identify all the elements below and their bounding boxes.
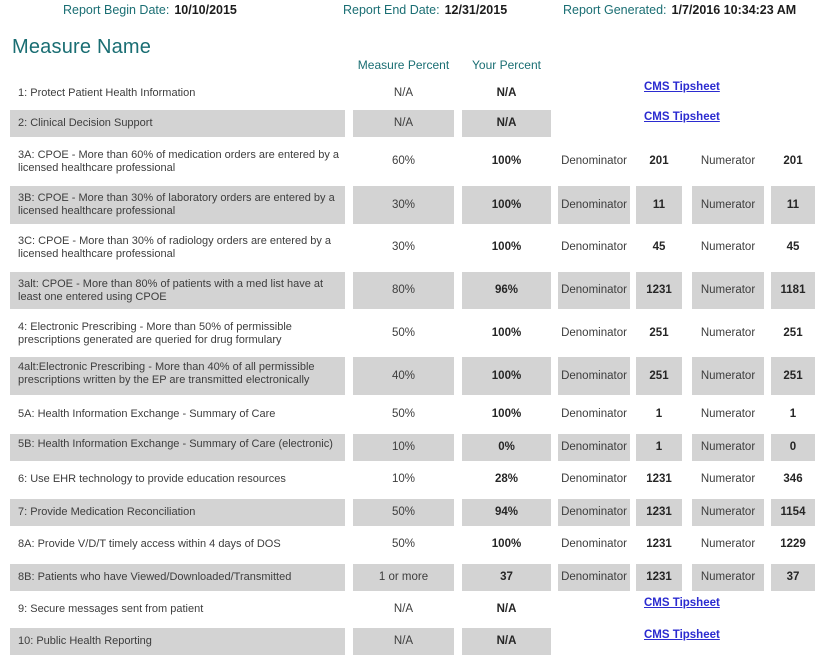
measure-name-cell: 3A: CPOE - More than 60% of medication orders are entered by a licensed healthcare professional [18,148,339,174]
numerator-label: Numerator [692,564,764,591]
denominator-label: Denominator [558,357,630,395]
numerator-label: Numerator [692,434,764,461]
denominator-label: Denominator [558,499,630,526]
denominator-value: 1231 [646,538,672,550]
measure-percent-cell: 50% [391,408,416,420]
table-row [10,499,815,526]
your-percent-cell: 100% [462,186,551,224]
measure-percent-cell: 60% [391,155,416,167]
numerator-value: 1154 [771,499,815,526]
measure-percent-cell: 1 or more [353,564,454,591]
measure-name-cell: 7: Provide Medication Reconciliation [10,499,345,526]
measure-name-cell: 2: Clinical Decision Support [10,110,345,137]
your-percent-cell: 100% [491,538,522,550]
denominator-label: Denominator [558,564,630,591]
numerator-label: Numerator [700,327,756,339]
numerator-label: Numerator [692,272,764,309]
numerator-value: 346 [783,473,803,485]
measure-percent-cell: N/A [353,628,454,655]
your-percent-cell: 94% [462,499,551,526]
your-percent-cell: 100% [462,357,551,395]
measure-percent-cell: 80% [353,272,454,309]
numerator-value: 1229 [780,538,806,550]
measure-percent-cell: 50% [391,538,416,550]
table-row [10,401,815,428]
table-row [10,466,815,493]
table-row [10,315,815,352]
column-header-your-percent: Your Percent [472,58,541,72]
denominator-label: Denominator [561,155,627,167]
report-end-date [343,3,507,17]
numerator-label: Numerator [700,408,756,420]
numerator-value: 11 [771,186,815,224]
numerator-value: 251 [783,327,803,339]
numerator-value: 37 [771,564,815,591]
denominator-value: 11 [636,186,682,224]
page-title: Measure Name [12,36,152,58]
measure-percent-cell: N/A [353,110,454,137]
your-percent-cell: N/A [462,628,551,655]
cms-tipsheet-link[interactable]: CMS Tipsheet [644,81,720,93]
numerator-label: Numerator [700,538,756,550]
denominator-label: Denominator [561,538,627,550]
report-generated-label: Report Generated: [563,3,667,17]
measure-percent-cell: 10% [391,473,416,485]
table-row [10,434,815,461]
cms-tipsheet-cell [644,110,720,124]
your-percent-cell: N/A [462,110,551,137]
table-row [10,80,815,107]
report-begin-date [63,3,237,17]
your-percent-cell: N/A [496,603,517,615]
measure-percent-cell: 30% [353,186,454,224]
numerator-value: 1 [789,408,797,420]
numerator-value: 251 [771,357,815,395]
table-row [10,229,815,266]
your-percent-cell: 100% [491,241,522,253]
measure-name-cell: 5B: Health Information Exchange - Summary of Care (electronic) [10,434,345,461]
denominator-value: 1231 [636,564,682,591]
column-header-measure-percent: Measure Percent [357,58,450,72]
cms-tipsheet-cell [644,80,720,94]
numerator-label: Numerator [692,357,764,395]
table-row [10,531,815,558]
measure-name-cell: 3B: CPOE - More than 30% of laboratory orders are entered by a licensed healthcare professional [10,186,345,224]
numerator-label: Numerator [692,499,764,526]
table-row [10,143,815,180]
numerator-label: Numerator [700,473,756,485]
your-percent-cell: N/A [496,87,517,99]
numerator-label: Numerator [700,241,756,253]
denominator-value: 1 [636,434,682,461]
cms-tipsheet-cell [644,596,720,610]
denominator-label: Denominator [561,327,627,339]
your-percent-cell: 96% [462,272,551,309]
cms-tipsheet-link[interactable]: CMS Tipsheet [644,629,720,641]
your-percent-cell: 100% [491,327,522,339]
denominator-value: 1231 [636,272,682,309]
report-generated [563,3,796,17]
denominator-value: 251 [649,327,669,339]
measure-name-cell: 3C: CPOE - More than 30% of radiology orders are entered by a licensed healthcare professional [18,234,332,260]
denominator-label: Denominator [561,408,627,420]
table-row [10,596,815,623]
denominator-value: 1231 [646,473,672,485]
cms-tipsheet-link[interactable]: CMS Tipsheet [644,597,720,609]
numerator-value: 45 [786,241,800,253]
report-begin-date-value: 10/10/2015 [174,3,237,17]
your-percent-cell: 100% [491,408,522,420]
table-row [10,357,815,395]
numerator-label: Numerator [700,155,756,167]
cms-tipsheet-link[interactable]: CMS Tipsheet [644,111,720,123]
table-row [10,186,815,224]
denominator-label: Denominator [558,272,630,309]
report-end-date-value: 12/31/2015 [444,3,508,17]
report-generated-value: 1/7/2016 10:34:23 AM [671,3,797,17]
numerator-value: 201 [783,155,803,167]
denominator-value: 45 [652,241,666,253]
measure-percent-cell: 10% [353,434,454,461]
table-row [10,628,815,655]
denominator-value: 251 [636,357,682,395]
measure-name-cell: 8B: Patients who have Viewed/Downloaded/Transmitted [10,564,345,591]
measure-percent-cell: 40% [353,357,454,395]
denominator-label: Denominator [561,473,627,485]
numerator-value: 0 [771,434,815,461]
measures-table [10,80,815,655]
report-begin-date-label: Report Begin Date: [63,3,170,17]
denominator-label: Denominator [558,186,630,224]
measure-name-cell: 3alt: CPOE - More than 80% of patients with a med list have at least one entered using CPOE [10,272,345,309]
denominator-label: Denominator [561,241,627,253]
denominator-label: Denominator [558,434,630,461]
measure-percent-cell: 30% [391,241,416,253]
measure-percent-cell: N/A [393,87,414,99]
measure-percent-cell: N/A [393,603,414,615]
measure-name-cell: 10: Public Health Reporting [10,628,345,655]
numerator-label: Numerator [692,186,764,224]
denominator-value: 1 [655,408,663,420]
measure-percent-cell: 50% [391,327,416,339]
your-percent-cell: 100% [491,155,522,167]
measure-name-cell: 4: Electronic Prescribing - More than 50% of permissible prescriptions generated are queried for drug formulary [18,320,292,346]
measure-name-cell: 9: Secure messages sent from patient [18,603,204,615]
cms-tipsheet-cell [644,628,720,642]
measure-name-cell: 1: Protect Patient Health Information [18,87,196,99]
numerator-value: 1181 [771,272,815,309]
table-row [10,564,815,591]
table-row [10,272,815,309]
measure-name-cell: 4alt:Electronic Prescribing - More than 40% of all permissible prescriptions written by the EP are transmitted electronically [10,357,345,395]
your-percent-cell: 28% [494,473,519,485]
measure-name-cell: 6: Use EHR technology to provide education resources [18,473,286,485]
report-header-bar [0,3,820,23]
your-percent-cell: 37 [462,564,551,591]
report-end-date-label: Report End Date: [343,3,440,17]
denominator-value: 201 [649,155,669,167]
measure-percent-cell: 50% [353,499,454,526]
measure-name-cell: 8A: Provide V/D/T timely access within 4 days of DOS [18,538,281,550]
your-percent-cell: 0% [462,434,551,461]
measure-name-cell: 5A: Health Information Exchange - Summary of Care [18,408,276,420]
table-row [10,110,815,137]
denominator-value: 1231 [636,499,682,526]
